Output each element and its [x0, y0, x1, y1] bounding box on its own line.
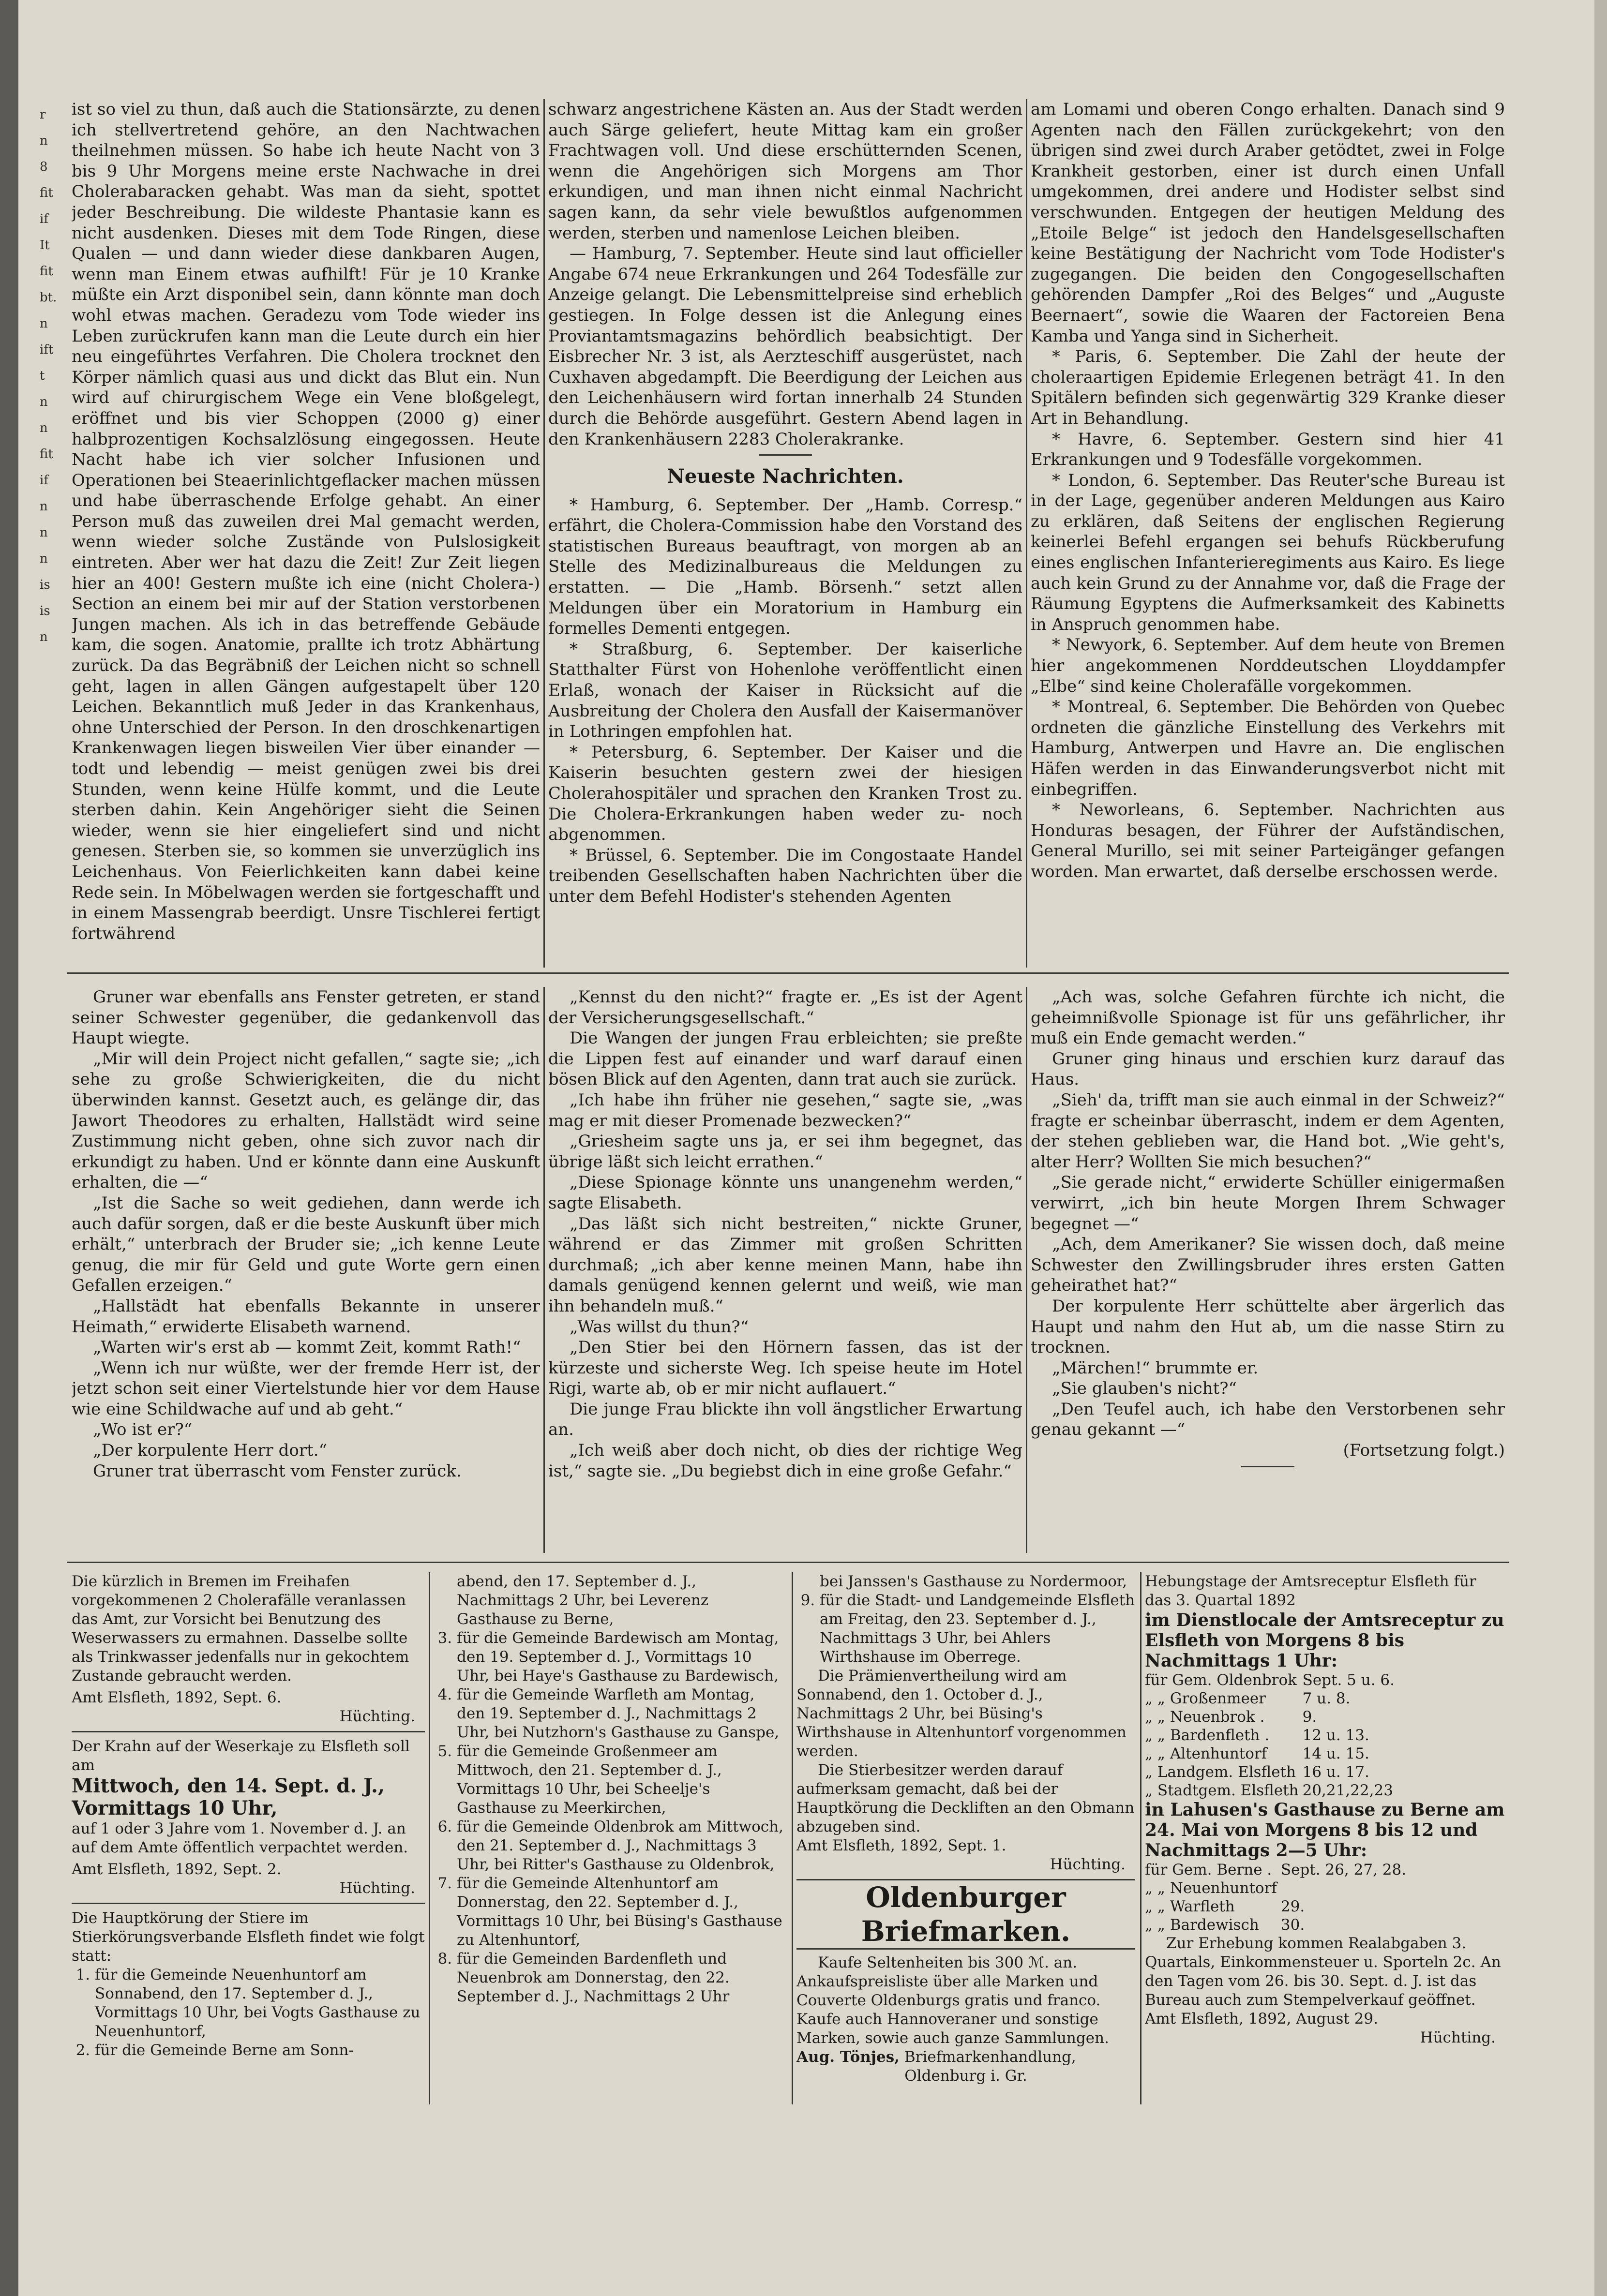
- schedule-dates: 9.: [1302, 1708, 1317, 1726]
- hebung-schedule-1: [1145, 1671, 1398, 1800]
- notice-place-date: Amt Elsfleth, 1892, Sept. 6.: [72, 1689, 282, 1706]
- section-rule: [67, 972, 1509, 974]
- schedule-row: [1145, 1726, 1398, 1744]
- koerung-item: 7. für die Gemeinde Altenhuntorf am Donnerstag, den 22. September d. J., Vormittags 10 Uhr, bei Büsing's Gasthause zu Altenhuntorf,: [457, 1874, 787, 1950]
- news-item: * Montreal, 6. September. Die Behörden von Quebec ordneten die gänzliche Einstellung des Verkehrs mit Hamburg, Antwerpen und Havre an. Die englischen Häfen werden in das Einwanderungsverbot nicht mit einbegriffen.: [1031, 697, 1505, 799]
- ads-column-3: [796, 1572, 1135, 2269]
- story-paragraph: „Diese Spionage könnte uns unangenehm werden,“ sagte Elisabeth.: [548, 1173, 1022, 1213]
- notice-signature: Hüchting.: [339, 1708, 415, 1725]
- schedule-row: [1145, 1781, 1398, 1800]
- hebung-location-2: in Lahusen's Gasthause zu Berne am 24. Mai von Morgens 8 bis 12 und Nachmittags 2—5 Uhr:: [1145, 1800, 1505, 1861]
- news-paragraph: am Lomami und oberen Congo erhalten. Danach sind 9 Agenten nach den Fällen zurückgekehrt; von den übrigen sind zwei durch Araber getödtet, zwei in Folge Krankheit gestorben, einer ist durch einen Unfall umgekommen, drei andere und Hodister selbst sind verschwunden. Entgegen der heutigen Meldung des „Etoile Belge“ ist jedoch den Handelsgesellschaften keine Bestätigung der Nachricht vom Tode Hodister's zugegangen. Die beiden den Congogesellschaften gehörenden Dampfer „Roi des Belges“ und „Auguste Beernaert“, sowie die Waaren der Factoreien Bena Kamba und Yanga sind in Sicherheit.: [1031, 100, 1505, 346]
- section-divider: [759, 454, 812, 456]
- praemien-notice: Die Prämienvertheilung wird am Sonnabend, den 1. October d. J., Nachmittags 2 Uhr, bei Büsing's Wirthshause in Altenhuntorf vorgenommen werden.: [796, 1667, 1126, 1760]
- ad-separator: [72, 1903, 425, 1904]
- schedule-dates: 20,21,22,23: [1302, 1782, 1393, 1799]
- koerung-item: 2. für die Gemeinde Berne am Sonn-: [95, 2041, 425, 2060]
- story-end-rule: [1241, 1466, 1294, 1467]
- firm-type: Briefmarkenhandlung,: [904, 2048, 1076, 2066]
- story-paragraph: „Warten wir's erst ab — kommt Zeit, kommt Rath!“: [93, 1338, 521, 1357]
- story-paragraph: „Das läßt sich nicht bestreiten,“ nickte Gruner, während er das Zimmer mit großen Schritten durchmaß; „ich aber kenne meinen Mann, habe ihn damals genügend kennen gelernt und weiß, wie man ihn behandeln muß.“: [548, 1214, 1022, 1316]
- feuilleton-column-1: [72, 987, 540, 1558]
- schedule-gemeinde: „ „ Warfleth: [1145, 1898, 1235, 1915]
- feuilleton-column-2: [548, 987, 1022, 1558]
- news-item: * Havre, 6. September. Gestern sind hier 41 Erkrankungen und 9 Todesfälle vorgekommen.: [1031, 429, 1505, 470]
- news-paragraph: schwarz angestrichene Kästen an. Aus der Stadt werden auch Särge geliefert, heute Mittag kam ein großer Frachtwagen voll. Und diese erschütternden Scenen, wenn die Angehörigen sich Morgens am Thor erkundigen, und man ihnen nicht einmal Nachricht sagen kann, da sehr viele bewußtlos aufgenommen werden, sterben und namenlose Leichen bleiben.: [548, 100, 1022, 243]
- news-item: * Newyork, 6. September. Auf dem heute von Bremen hier angekommenen Norddeutschen Lloyddampfer „Elbe“ sind keine Cholerafälle vorgekommen.: [1031, 635, 1505, 696]
- news-item: * Petersburg, 6. September. Der Kaiser und die Kaiserin besuchten gestern zwei der hiesigen Cholerahospitäler und sprachen den Kranken Trost zu. Die Cholera-Erkrankungen haben weder zu- noch abgenommen.: [548, 742, 1022, 845]
- story-paragraph: Gruner war ebenfalls ans Fenster getreten, er stand seiner Schwester gegenüber, die gedankenvoll das Haupt wiegte.: [72, 987, 540, 1048]
- koerung-item: 5. für die Gemeinde Großenmeer am Mittwoch, den 21. September d. J., Vormittags 10 Uhr, bei Scheelje's Gasthause zu Meerkirchen,: [457, 1742, 787, 1818]
- koerung-item: 3. für die Gemeinde Bardewisch am Montag, den 19. September d. J., Vormittags 10 Uhr, bei Haye's Gasthause zu Bardewisch,: [457, 1629, 787, 1685]
- story-paragraph: Der korpulente Herr schüttelte aber ärgerlich das Haupt und nahm den Hut ab, um die nasse Stirn zu trocknen.: [1031, 1296, 1505, 1357]
- schedule-gemeinde: für Gem. Berne .: [1145, 1861, 1272, 1879]
- story-paragraph: Gruner trat überrascht vom Fenster zurück.: [93, 1461, 462, 1481]
- news-item: * Neworleans, 6. September. Nachrichten aus Honduras besagen, der Führer der Aufständischen, General Murillo, sei mit seiner Parteigänger gefangen worden. Man erwartet, daß derselbe erschossen werde.: [1031, 800, 1505, 881]
- news-item: * Hamburg, 6. September. Der „Hamb. Corresp.“ erfährt, die Cholera-Commission habe den Vorstand des statistischen Bureaus beauftragt, von morgen ab an Stelle des Medizinalbureaus die Meldungen zu erstatten. — Die „Hamb. Börsenh.“ setzt allen Meldungen über ein Moratorium in Hamburg ein formelles Dementi entgegen.: [548, 495, 1022, 639]
- story-paragraph: „Mir will dein Project nicht gefallen,“ sagte sie; „ich sehe zu große Schwierigkeiten, die du nicht überwinden kannst. Gesetzt auch, es gelänge dir, das Jawort Theodores zu erhalten, Hallstädt wird seine Zustimmung nicht geben, ohne sich zuvor nach dir erkundigt zu haben. Und er könnte dann eine Auskunft erhalten, die —“: [72, 1049, 540, 1193]
- koerung-intro: Die Hauptkörung der Stiere im Stierkörungsverbande Elsfleth findet wie folgt statt:: [72, 1909, 425, 1965]
- story-paragraph: „Kennst du den nicht?“ fragte er. „Es ist der Agent der Versicherungsgesellschaft.“: [548, 987, 1022, 1028]
- notice-signature: Hüchting.: [1420, 2029, 1496, 2046]
- schedule-gemeinde: „ „ Neuenhuntorf: [1145, 1879, 1277, 1897]
- newspaper-page: [18, 0, 1607, 2296]
- koerung-item-continued: abend, den 17. September d. J., Nachmittags 2 Uhr, bei Leverenz Gasthause zu Berne,: [457, 1573, 709, 1628]
- krahn-notice-text: auf 1 oder 3 Jahre vom 1. November d. J. an auf dem Amte öffentlich verpachtet werden.: [72, 1820, 408, 1856]
- news-item: * Brüssel, 6. September. Die im Congostaate Handel treibenden Gesellschaften haben Nachrichten über die unter dem Befehl Hodister's stehenden Agenten: [548, 845, 1022, 906]
- hebung-location-1: im Dienstlocale der Amtsreceptur zu Elsfleth von Morgens 8 bis Nachmittags 1 Uhr:: [1145, 1610, 1504, 1671]
- briefmarken-text: Kaufe Seltenheiten bis 300 ℳ. an. Ankaufspreisliste über alle Marken und Couverte Oldenburgs gratis und franco. Kaufe auch Hannoveraner und sonstige Marken, sowie auch ganze Sammlungen.: [796, 1954, 1109, 2047]
- story-paragraph: „Der korpulente Herr dort.“: [93, 1441, 327, 1461]
- hebung-intro: Hebungstage der Amtsreceptur Elsfleth für das 3. Quartal 1892: [1145, 1573, 1476, 1609]
- ad-separator: [72, 1731, 425, 1732]
- story-paragraph: „Ach was, solche Gefahren fürchte ich nicht, die geheimnißvolle Spionage ist für uns gefährlicher, ihr muß ein Ende gemacht werden.“: [1031, 987, 1505, 1048]
- schedule-dates: 16 u. 17.: [1302, 1763, 1369, 1781]
- schedule-row: [1145, 1897, 1410, 1916]
- news-column-2: [548, 99, 1022, 970]
- ads-column-2: [434, 1572, 787, 2269]
- schedule-dates: 29.: [1280, 1898, 1305, 1915]
- story-paragraph: „Ist die Sache so weit gediehen, dann werde ich auch dafür sorgen, daß er die beste Auskunft über mich erhält,“ unterbrach der Bruder sie; „ich kenne Leute genug, die mir für Geld und gute Worte gern einen Gefallen erzeigen.“: [72, 1193, 540, 1296]
- news-item: * London, 6. September. Das Reuter'sche Bureau ist in der Lage, gegenüber anderen Meldungen aus Kairo zu erklären, daß Seitens der englischen Regierung keinerlei Befehl ergangen sei behufs Rückberufung eines englischen Infanterieregiments aus Kairo. Es liege auch kein Grund zu der Annahme vor, daß die Frage der Räumung Egyptens die Aufmerksamkeit des Kabinetts in Anspruch genommen habe.: [1031, 470, 1505, 634]
- column-divider: [543, 987, 545, 1553]
- story-paragraph: Die junge Frau blickte ihn voll ängstlicher Erwartung an.: [548, 1399, 1022, 1440]
- feuilleton-column-3: [1031, 987, 1505, 1558]
- schedule-dates: 14 u. 15.: [1302, 1745, 1369, 1762]
- schedule-dates: 12 u. 13.: [1302, 1727, 1369, 1744]
- schedule-gemeinde: „ „ Bardewisch: [1145, 1916, 1259, 1934]
- story-paragraph: „Sie glauben's nicht?“: [1052, 1379, 1237, 1399]
- story-paragraph: „Ich weiß aber doch nicht, ob dies der richtige Weg ist,“ sagte sie. „Du begiebst dich in eine große Gefahr.“: [548, 1441, 1022, 1481]
- schedule-gemeinde: „ Stadtgem. Elsfleth: [1145, 1782, 1299, 1799]
- story-paragraph: „Sie gerade nicht,“ erwiderte Schüller einigermaßen verwirrt, „ich bin heute Morgen Ihrem Schwager begegnet —“: [1031, 1173, 1505, 1234]
- story-paragraph: „Wenn ich nur wüßte, wer der fremde Herr ist, der jetzt schon seit einer Viertelstunde hier vor dem Hause wie eine Schildwache auf und ab geht.“: [72, 1358, 540, 1419]
- schedule-dates: 7 u. 8.: [1302, 1690, 1351, 1707]
- news-column-3: [1031, 99, 1505, 970]
- schedule-row: [1145, 1916, 1410, 1934]
- story-paragraph: „Wo ist er?“: [93, 1420, 193, 1440]
- schedule-gemeinde: „ „ Altenhuntorf: [1145, 1745, 1267, 1762]
- briefmarken-firm: [796, 2048, 1135, 2067]
- column-divider: [429, 1572, 430, 2104]
- news-paragraph: — Hamburg, 7. September. Heute sind laut officieller Angabe 674 neue Erkrankungen und 264 Todesfälle zur Anzeige gelangt. Die Lebensmittelpreise sind erheblich gestiegen. In Folge dessen ist die Anlegung eines Proviantamtsmagazins behördlich beabsichtigt. Der Eisbrecher Nr. 3 ist, als Aerzteschiff ausgerüstet, nach Cuxhaven abgedampft. Die Beerdigung der Leichen aus den Leichenhäusern wird fortan innerhalb 24 Stunden durch die Behörde ausgeführt. Gestern Abend lagen in den Krankenhäusern 2283 Cholerakranke.: [548, 244, 1022, 449]
- schedule-gemeinde: „ „ Neuenbrok .: [1145, 1708, 1265, 1726]
- adjacent-page-margin-text: r n 8 fit if It fit bt. n ift t n n fit if n n n is is n: [40, 107, 57, 644]
- neueste-nachrichten-heading: Neueste Nachrichten.: [667, 465, 904, 488]
- schedule-gemeinde: „ „ Bardenfleth .: [1145, 1727, 1270, 1744]
- schedule-row: [1145, 1671, 1398, 1689]
- schedule-dates: 30.: [1280, 1916, 1305, 1934]
- notice-place-date: Amt Elsfleth, 1892, August 29.: [1145, 2010, 1378, 2028]
- koerung-item-continued: bei Janssen's Gasthause zu Nordermoor,: [820, 1573, 1127, 1590]
- notice-place-date: Amt Elsfleth, 1892, Sept. 2.: [72, 1861, 282, 1878]
- koerung-item: 8. für die Gemeinden Bardenfleth und Neuenbrok am Donnerstag, den 22. September d. J., Nachmittags 2 Uhr: [457, 1950, 787, 2006]
- schedule-gemeinde: „ Landgem. Elsfleth: [1145, 1763, 1296, 1781]
- binding-gutter: [0, 0, 18, 2296]
- column-divider: [1026, 987, 1027, 1553]
- news-item: * Straßburg, 6. September. Der kaiserliche Statthalter Fürst von Hohenlohe veröffentlicht einen Erlaß, wonach der Kaiser in Rücksicht auf die Ausbreitung der Cholera den Ausfall der Kaisermanöver in Lothringen empfohlen hat.: [548, 639, 1022, 742]
- news-column-1: [72, 99, 540, 970]
- column-divider: [792, 1572, 793, 2104]
- schedule-row: [1145, 1879, 1410, 1897]
- story-paragraph: „Den Teufel auch, ich habe den Verstorbenen sehr genau gekannt —“: [1031, 1399, 1505, 1440]
- schedule-dates: Sept. 26, 27, 28.: [1280, 1861, 1407, 1879]
- news-paragraph: ist so viel zu thun, daß auch die Stationsärzte, zu denen ich stellvertretend gehöre, an den Nachtwachen theilnehmen müssen. So habe ich heute Nacht von 3 bis 9 Uhr Morgens meine erste Nachwache in drei Cholerabaracken gehabt. Was man da sieht, spottet jeder Beschreibung. Die wildeste Phantasie kann es nicht ausdenken. Dieses mit dem Tode Ringen, diese Qualen — und dann wieder diese dankbaren Augen, wenn man Einem etwas aufhilft! Für je 10 Kranke müßte ein Arzt disponibel sein, dann könnte man doch wohl etwas machen. Geradezu vom Tode wieder ins Leben zurückrufen kann man die Leute durch ein hier neu eingeführtes Verfahren. Die Cholera trocknet den Körper nämlich quasi aus und dickt das Blut ein. Nun wird auf chirurgischem Wege ein Vene bloßgelegt, eröffnet und bis vier Schoppen (2000 g) einer halbprozentigen Kochsalzlösung eingegossen. Heute Nacht habe ich vier solcher Infusionen und Operationen bei Steaerinlichtgeflacker machen müssen und habe überraschende Erfolge gehabt. An einer Person muß das zuweilen drei Mal gemacht werden, wenn wieder solche Zustände von Pulslosigkeit eintreten. Aber wer hat dazu die Zeit! Zur Zeit liegen hier an 400! Gestern mußte ich eine (nicht Cholera-) Section an einem bei mir auf der Station verstorbenen Jungen machen. Als ich in das betreffende Gebäude kam, die sogen. Anatomie, prallte ich trotz Abhärtung zurück. Da das Begräbniß der Leichen nicht so schnell geht, lagen in allen Gängen aufgestapelt über 120 Leichen. Bekanntlich muß Jeder in das Krankenhaus, ohne Unterschied der Person. In den droschkenartigen Krankenwagen liegen bisweilen Vier über einander — todt und lebendig — meist genügen zwei bis drei Stunden, wenn keine Hülfe kommt, und die Leute sterben dahin. Kein Angehöriger sieht die Seinen wieder, wenn sie hier eingeliefert sind und nicht genesen. Sterben sie, so kommen sie unverzüglich ins Leichenhaus. Von Feierlichkeiten kann dabei keine Rede sein. In Möbelwagen werden sie fortgeschafft und in einem Massengrab beerdigt. Unsre Tischlerei fertigt fortwährend: [72, 100, 540, 943]
- story-paragraph: Gruner ging hinaus und erschien kurz darauf das Haus.: [1031, 1049, 1505, 1089]
- column-divider: [1140, 1572, 1141, 2104]
- story-paragraph: Die Wangen der jungen Frau erbleichten; sie preßte die Lippen fest auf einander und warf darauf einen bösen Blick auf den Agenten, dann trat auch sie zurück.: [548, 1029, 1022, 1089]
- koerung-item: 6. für die Gemeinde Oldenbrok am Mittwoch, den 21. September d. J., Nachmittags 3 Uhr, bei Ritter's Gasthause zu Oldenbrok,: [457, 1818, 787, 1874]
- story-paragraph: „Märchen!“ brummte er.: [1052, 1358, 1259, 1378]
- cholera-notice-text: Die kürzlich in Bremen im Freihafen vorgekommenen 2 Cholerafälle veranlassen das Amt, zur Vorsicht bei Benutzung des Weserwassers zu ermahnen. Dasselbe sollte als Trinkwasser jedenfalls nur in gekochtem Zustande gebraucht werden.: [72, 1573, 409, 1685]
- schedule-gemeinde: „ „ Großenmeer: [1145, 1690, 1266, 1707]
- schedule-row: [1145, 1689, 1398, 1708]
- firm-name: Aug. Tönjes,: [796, 2048, 900, 2066]
- ads-column-1: [72, 1572, 425, 2269]
- briefmarken-title: Oldenburger Briefmarken.: [796, 1879, 1135, 1950]
- koerung-item: 9. für die Stadt- und Landgemeinde Elsfleth am Freitag, den 23. September d. J., Nachmittags 3 Uhr, bei Ahlers Wirthshause im Oberrege.: [820, 1591, 1135, 1667]
- stierbesitzer-notice: Die Stierbesitzer werden darauf aufmerksam gemacht, daß bei der Hauptkörung die Deckliften an den Obmann abzugeben sind.: [796, 1761, 1135, 1835]
- schedule-dates: [1281, 1879, 1410, 1897]
- section-rule: [67, 1562, 1509, 1563]
- ads-column-4: [1145, 1572, 1505, 2269]
- briefmarken-city: Oldenburg i. Gr.: [904, 2067, 1027, 2085]
- hebung-schedule-2: [1145, 1861, 1410, 1934]
- story-paragraph: „Hallstädt hat ebenfalls Bekannte in unserer Heimath,“ erwiderte Elisabeth warnend.: [72, 1296, 540, 1337]
- schedule-gemeinde: für Gem. Oldenbrok: [1145, 1671, 1297, 1689]
- column-divider: [1026, 99, 1027, 968]
- koerung-item: 1. für die Gemeinde Neuenhuntorf am Sonnabend, den 17. September d. J., Vormittags 10 Uhr, bei Vogts Gasthause zu Neuenhuntorf,: [95, 1966, 425, 2041]
- story-paragraph: „Was willst du thun?“: [570, 1317, 749, 1337]
- story-paragraph: „Griesheim sagte uns ja, er sei ihm begegnet, das übrige läßt sich leicht errathen.“: [548, 1132, 1022, 1172]
- schedule-dates: Sept. 5 u. 6.: [1302, 1671, 1395, 1689]
- krahn-date: Mittwoch, den 14. Sept. d. J., Vormittags 10 Uhr,: [72, 1774, 385, 1819]
- continuation-note: (Fortsetzung folgt.): [1343, 1441, 1505, 1461]
- schedule-row: [1145, 1763, 1398, 1781]
- notice-place-date: Amt Elsfleth, 1892, Sept. 1.: [796, 1837, 1006, 1854]
- story-paragraph: „Sieh' da, trifft man sie auch einmal in der Schweiz?“ fragte er scheinbar überrascht, indem er dem Agenten, der stehen geblieben war, die Hand bot. „Wie geht's, alter Herr? Wollten Sie mich besuchen?“: [1031, 1090, 1505, 1172]
- column-divider: [543, 99, 545, 968]
- page-edge-shadow: [1594, 0, 1607, 2296]
- notice-signature: Hüchting.: [339, 1879, 415, 1897]
- story-paragraph: „Ich habe ihn früher nie gesehen,“ sagte sie, „was mag er mit dieser Promenade bezwecken?“: [548, 1090, 1022, 1131]
- story-paragraph: „Den Stier bei den Hörnern fassen, das ist der kürzeste und sicherste Weg. Ich speise heute im Hotel Rigi, warte ab, ob er mir nicht auflauert.“: [548, 1338, 1022, 1399]
- schedule-row: [1145, 1708, 1398, 1726]
- news-item: * Paris, 6. September. Die Zahl der heute der choleraartigen Epidemie Erlegenen beträgt 41. In den Spitälern befinden sich gegenwärtig 329 Kranke dieser Art in Behandlung.: [1031, 347, 1505, 428]
- schedule-row: [1145, 1744, 1398, 1763]
- notice-signature: Hüchting.: [1050, 1856, 1126, 1873]
- schedule-row: [1145, 1861, 1410, 1879]
- krahn-notice-intro: Der Krahn auf der Weserkaje zu Elsfleth soll am: [72, 1738, 410, 1774]
- hebung-outro: Zur Erhebung kommen Realabgaben 3. Quartals, Einkommensteuer u. Sporteln 2c. An den Tagen vom 26. bis 30. Sept. d. J. ist das Bureau auch zum Stempelverkauf geöffnet.: [1145, 1935, 1501, 2009]
- koerung-item: 4. für die Gemeinde Warfleth am Montag, den 19. September d. J., Nachmittags 2 Uhr, bei Nutzhorn's Gasthause zu Ganspe,: [457, 1685, 787, 1742]
- story-paragraph: „Ach, dem Amerikaner? Sie wissen doch, daß meine Schwester den Zwillingsbruder ihres ersten Gatten geheirathet hat?“: [1031, 1235, 1505, 1296]
